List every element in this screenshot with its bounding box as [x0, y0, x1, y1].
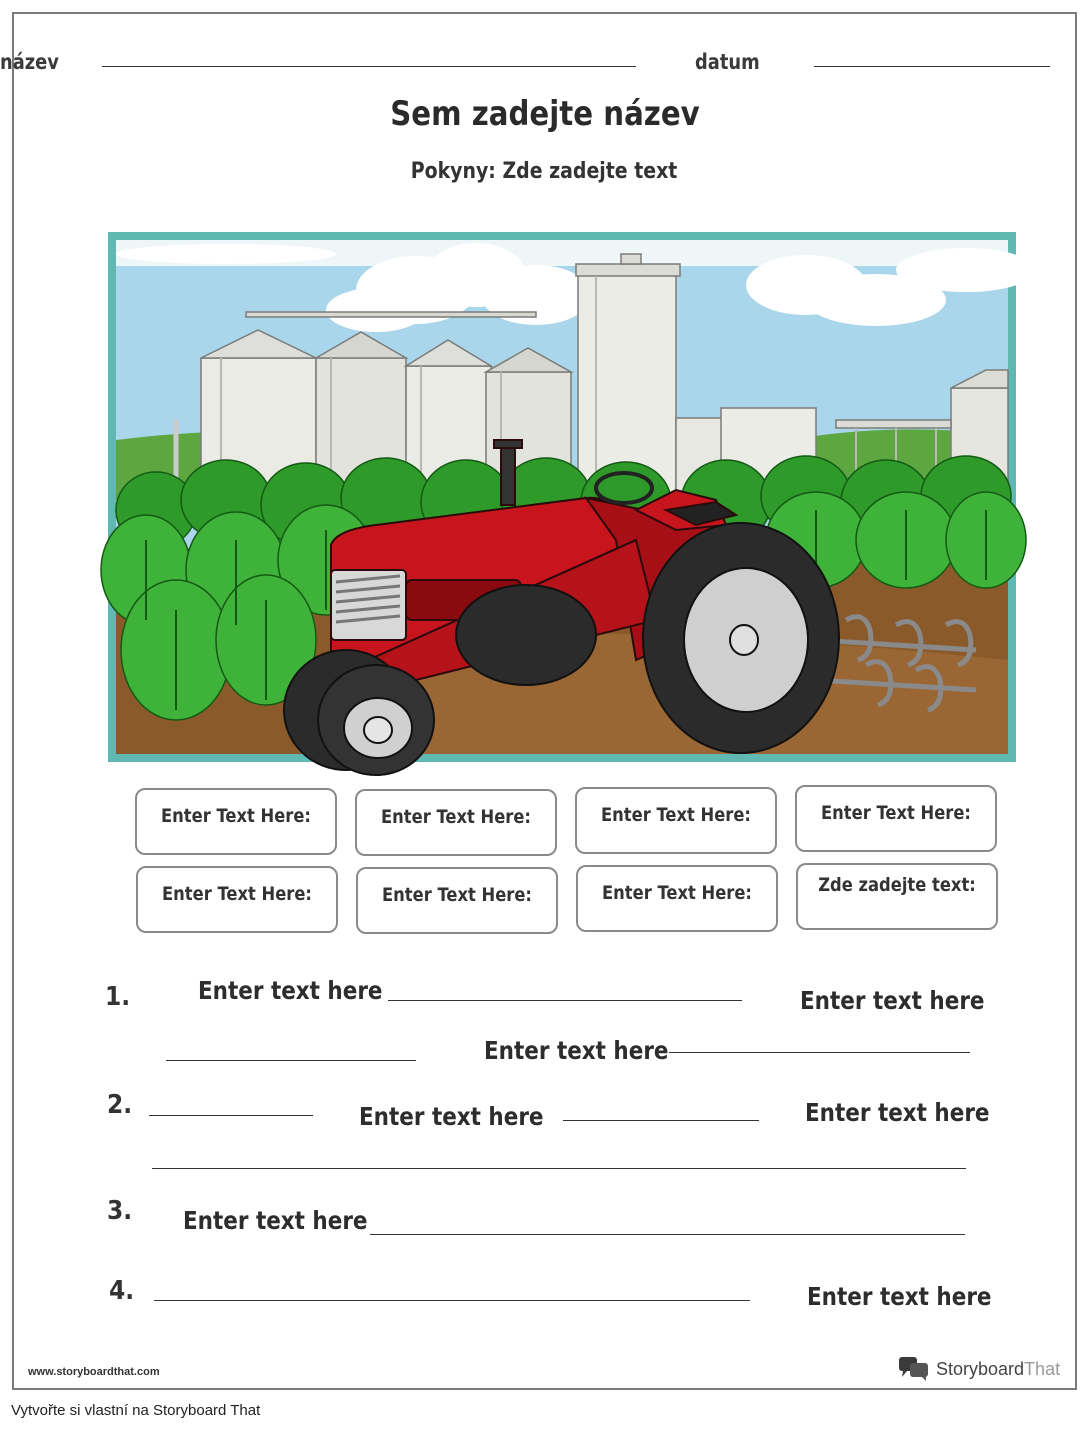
question-3-text-a[interactable]: Enter text here	[183, 1206, 368, 1235]
date-label: datum	[695, 50, 760, 74]
question-4-text-a[interactable]: Enter text here	[807, 1282, 992, 1311]
question-2-blank-3[interactable]	[152, 1168, 966, 1169]
name-answer-line[interactable]	[102, 66, 636, 67]
question-2-blank-1[interactable]	[149, 1115, 313, 1116]
word-bank-box-8[interactable]: Zde zadejte text:	[796, 863, 998, 930]
word-bank-box-5[interactable]: Enter Text Here:	[136, 866, 338, 933]
worksheet-page	[0, 12, 1077, 1390]
site-url[interactable]: www.storyboardthat.com	[28, 1366, 160, 1378]
question-1-blank-3[interactable]	[669, 1052, 970, 1053]
question-4-blank-1[interactable]	[154, 1300, 750, 1301]
brand-wordmark: StoryboardThat	[936, 1358, 1061, 1379]
word-bank-box-2[interactable]: Enter Text Here:	[355, 789, 557, 856]
word-bank-box-4[interactable]: Enter Text Here:	[795, 785, 997, 852]
question-2-text-b[interactable]: Enter text here	[805, 1098, 990, 1127]
question-2-text-a[interactable]: Enter text here	[359, 1102, 544, 1131]
word-bank-box-6[interactable]: Enter Text Here:	[356, 867, 558, 934]
question-1-text-b[interactable]: Enter text here	[800, 986, 985, 1015]
date-answer-line[interactable]	[814, 66, 1050, 67]
question-number-1: 1.	[105, 982, 131, 1012]
storyboardthat-logo[interactable]	[898, 1354, 1060, 1384]
question-1-text-c[interactable]: Enter text here	[484, 1036, 669, 1065]
worksheet-title[interactable]: Sem zadejte název	[389, 94, 700, 134]
instructions-text[interactable]: Pokyny: Zde zadejte text	[411, 159, 678, 184]
storyboardthat-logo-icon	[898, 1356, 930, 1382]
word-bank-box-7[interactable]: Enter Text Here:	[576, 865, 778, 932]
word-bank-box-1[interactable]: Enter Text Here:	[135, 788, 337, 855]
question-1-blank-2[interactable]	[166, 1060, 416, 1061]
farm-tractor-illustration	[116, 240, 1008, 754]
question-3-blank-1[interactable]	[370, 1234, 965, 1235]
question-1-blank-1[interactable]	[388, 1000, 742, 1001]
word-bank-box-3[interactable]: Enter Text Here:	[575, 787, 777, 854]
question-number-3: 3.	[107, 1196, 133, 1226]
farm-scene-image	[108, 232, 1016, 762]
question-number-2: 2.	[107, 1090, 133, 1120]
question-1-text-a[interactable]: Enter text here	[198, 976, 383, 1005]
create-your-own-note[interactable]: Vytvořte si vlastní na Storyboard That	[11, 1402, 261, 1419]
question-number-4: 4.	[109, 1276, 135, 1306]
question-2-blank-2[interactable]	[563, 1120, 759, 1121]
name-label: název	[0, 50, 59, 74]
